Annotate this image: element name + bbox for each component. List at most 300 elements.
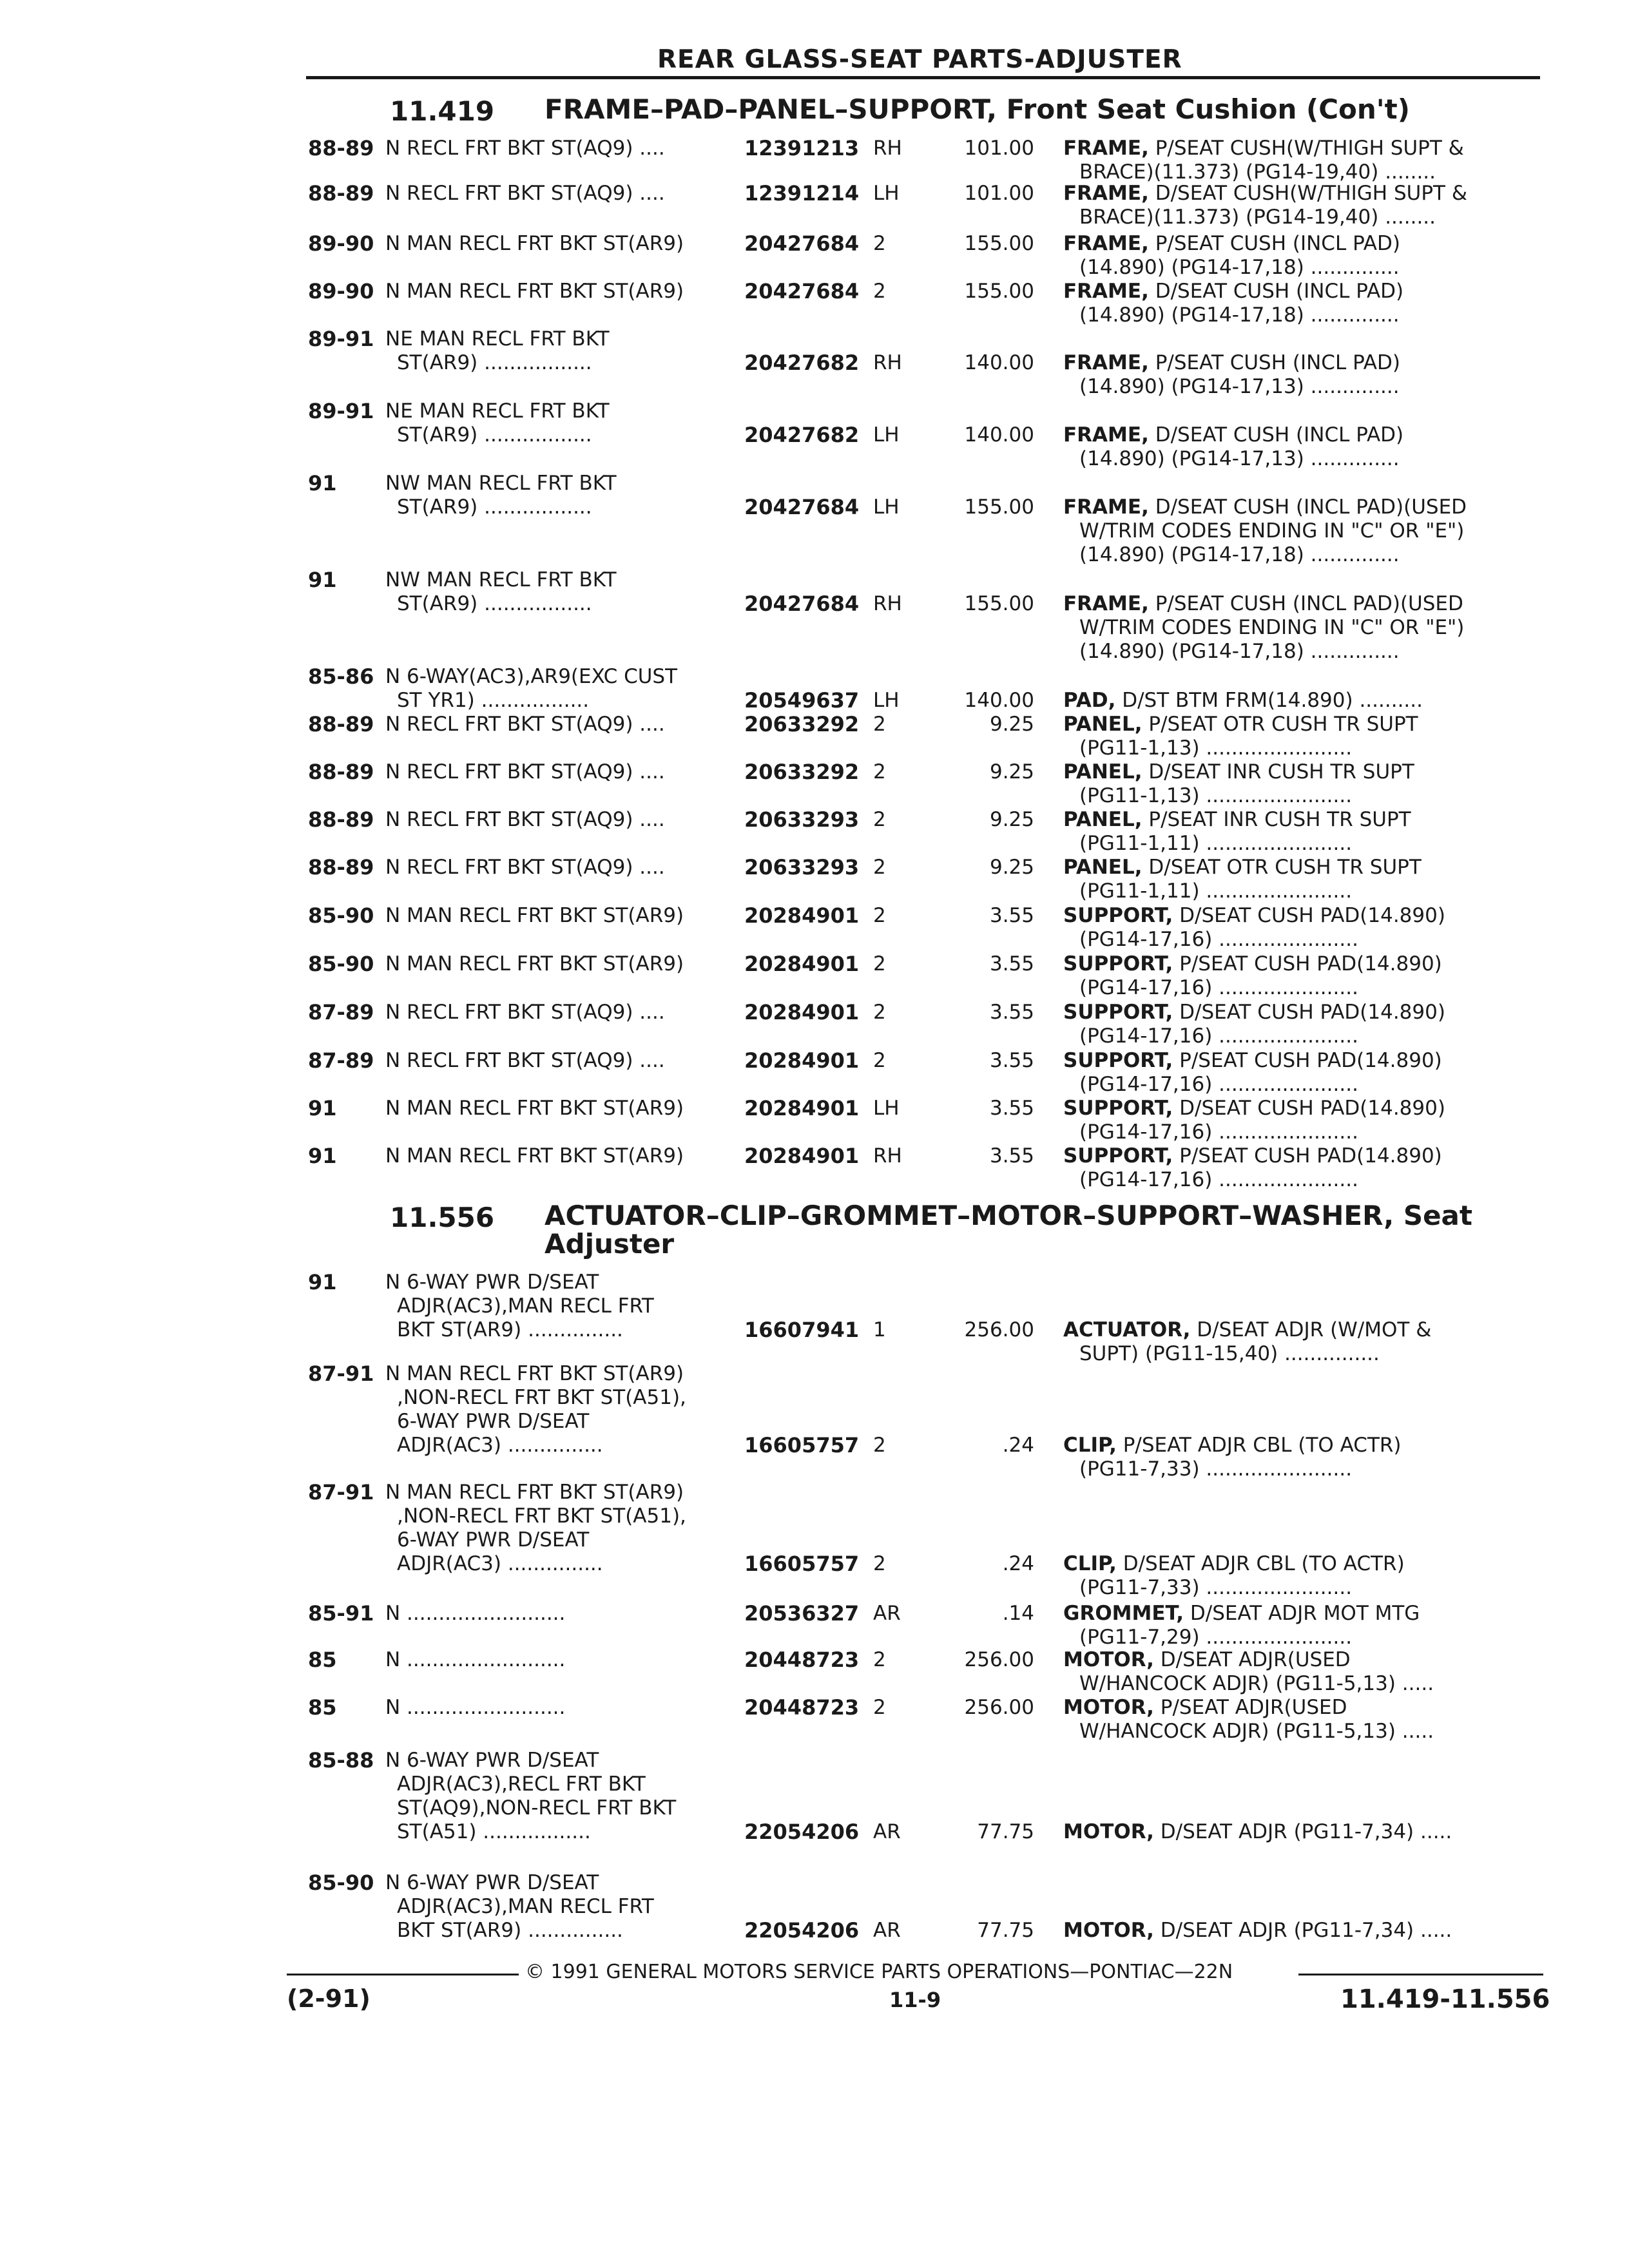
quantity: LH [873, 182, 900, 205]
model-application [385, 1481, 686, 1576]
description-line: (PG11-1,13) ....................... [1079, 784, 1353, 807]
footer-date: (2-91) [287, 1984, 371, 2013]
model-line: N ......................... [385, 1696, 566, 1719]
model-years: 91 [308, 568, 337, 592]
part-number: 20427684 [744, 495, 860, 519]
model-line: N MAN RECL FRT BKT ST(AR9) [385, 280, 684, 303]
part-description [1063, 1820, 1452, 1844]
model-line: BKT ST(AR9) ............... [397, 1318, 623, 1341]
description-text: D/SEAT CUSH PAD(14.890) [1179, 1001, 1445, 1024]
model-line: 6-WAY PWR D/SEAT [397, 1410, 590, 1433]
part-number: 16605757 [744, 1552, 860, 1576]
model-application [385, 1749, 676, 1844]
model-line: ADJR(AC3) ............... [397, 1552, 603, 1575]
list-price: 155.00 [964, 232, 1034, 255]
description-line: (14.890) (PG14-17,18) .............. [1079, 303, 1400, 327]
description-text: D/SEAT ADJR MOT MTG [1190, 1602, 1420, 1625]
part-description [1063, 137, 1464, 184]
description-line [1063, 495, 1467, 519]
quantity: AR [873, 1919, 901, 1942]
description-name: FRAME, [1063, 351, 1149, 374]
description-line: W/HANCOCK ADJR) (PG11-5,13) ..... [1079, 1720, 1434, 1743]
model-line: N MAN RECL FRT BKT ST(AR9) [385, 904, 684, 927]
part-description [1063, 856, 1422, 903]
description-line: (PG14-17,16) ...................... [1079, 1168, 1358, 1191]
part-description [1063, 1049, 1442, 1097]
part-number: 20549637 [744, 688, 860, 713]
description-text: D/SEAT CUSH(W/THIGH SUPT & [1155, 182, 1467, 205]
description-name: FRAME, [1063, 423, 1149, 447]
model-years: 87-91 [308, 1480, 374, 1504]
description-text: D/SEAT ADJR(USED [1160, 1648, 1351, 1671]
part-description [1063, 182, 1467, 229]
model-application [385, 232, 684, 256]
quantity: 2 [873, 904, 886, 927]
part-number: 20427684 [744, 279, 860, 303]
description-name: ACTUATOR, [1063, 1318, 1191, 1341]
description-text: P/SEAT CUSH PAD(14.890) [1179, 1049, 1442, 1072]
footer-section-range: 11.419-11.556 [1340, 1984, 1550, 2014]
part-description [1063, 952, 1442, 1000]
description-name: FRAME, [1063, 137, 1149, 160]
description-name: GROMMET, [1063, 1602, 1184, 1625]
description-name: SUPPORT, [1063, 952, 1173, 975]
description-text: P/SEAT CUSH (INCL PAD)(USED [1155, 592, 1463, 615]
quantity: RH [873, 592, 902, 615]
quantity: LH [873, 423, 900, 447]
quantity: LH [873, 689, 900, 712]
description-line [1063, 808, 1411, 832]
list-price: 155.00 [964, 495, 1034, 519]
part-number: 12391213 [744, 136, 860, 160]
description-name: PANEL, [1063, 760, 1142, 783]
list-price: 9.25 [989, 760, 1034, 783]
model-years: 87-89 [308, 1048, 374, 1073]
description-text: D/SEAT CUSH PAD(14.890) [1179, 904, 1445, 927]
description-text: D/SEAT INR CUSH TR SUPT [1148, 760, 1414, 783]
description-name: CLIP, [1063, 1434, 1117, 1457]
quantity: RH [873, 1144, 902, 1168]
model-application [385, 665, 677, 713]
part-number: 20633293 [744, 807, 860, 832]
model-line: ST(AQ9),NON-RECL FRT BKT [397, 1796, 677, 1820]
quantity: 2 [873, 760, 886, 783]
model-years: 85-90 [308, 903, 374, 928]
list-price: 9.25 [989, 713, 1034, 736]
description-line [1063, 423, 1403, 447]
model-years: 85-90 [308, 1870, 374, 1895]
list-price: 3.55 [989, 1097, 1034, 1120]
description-line [1063, 689, 1423, 713]
description-line [1063, 760, 1414, 784]
description-name: PANEL, [1063, 713, 1142, 736]
list-price: 140.00 [964, 351, 1034, 374]
quantity: 2 [873, 232, 886, 255]
description-text: D/SEAT ADJR CBL (TO ACTR) [1123, 1552, 1405, 1575]
model-years: 88-89 [308, 760, 374, 784]
model-years: 85-90 [308, 952, 374, 976]
part-description [1063, 592, 1464, 664]
description-line [1063, 1434, 1402, 1457]
description-name: FRAME, [1063, 182, 1149, 205]
part-number: 20284901 [744, 1096, 860, 1120]
model-application [385, 808, 665, 832]
list-price: 155.00 [964, 280, 1034, 303]
model-line: N MAN RECL FRT BKT ST(AR9) [385, 952, 684, 975]
description-name: FRAME, [1063, 495, 1149, 519]
model-line: N 6-WAY PWR D/SEAT [385, 1749, 599, 1772]
model-years: 85-91 [308, 1601, 374, 1626]
part-number: 12391214 [744, 181, 860, 206]
part-description [1063, 1144, 1442, 1192]
description-line: (PG14-17,16) ...................... [1079, 1073, 1358, 1096]
description-line [1063, 1144, 1442, 1168]
description-line: (14.890) (PG14-17,18) .............. [1079, 543, 1400, 566]
part-number: 20448723 [744, 1695, 860, 1720]
part-description [1063, 1097, 1445, 1144]
description-text: P/SEAT CUSH (INCL PAD) [1155, 351, 1400, 374]
description-line [1063, 713, 1418, 736]
model-application [385, 1049, 665, 1073]
model-line: ST(A51) ................. [397, 1820, 591, 1843]
part-number: 20427682 [744, 423, 860, 447]
model-line: N MAN RECL FRT BKT ST(AR9) [385, 1362, 684, 1385]
description-line: (PG14-17,16) ...................... [1079, 1120, 1358, 1144]
footer-rule-left [287, 1974, 519, 1975]
description-text: P/SEAT CUSH (INCL PAD) [1155, 232, 1400, 255]
model-application [385, 280, 684, 303]
part-description [1063, 1318, 1431, 1366]
description-name: SUPPORT, [1063, 904, 1173, 927]
model-application [385, 182, 665, 206]
description-name: FRAME, [1063, 592, 1149, 615]
model-years: 88-89 [308, 855, 374, 879]
model-years: 85-86 [308, 664, 374, 689]
description-text: D/SEAT CUSH (INCL PAD) [1155, 423, 1404, 447]
description-text: D/ST BTM FRM(14.890) .......... [1122, 689, 1423, 712]
quantity: 2 [873, 808, 886, 831]
model-application [385, 1648, 565, 1672]
part-number: 20284901 [744, 903, 860, 928]
list-price: 256.00 [964, 1696, 1034, 1719]
section-title-line: ACTUATOR–CLIP–GROMMET–MOTOR–SUPPORT–WASHER, Seat [545, 1200, 1472, 1231]
model-line: N MAN RECL FRT BKT ST(AR9) [385, 1144, 684, 1168]
model-application [385, 1001, 665, 1024]
list-price: 155.00 [964, 592, 1034, 615]
list-price: 77.75 [977, 1820, 1034, 1843]
list-price: 3.55 [989, 1049, 1034, 1072]
description-line: (PG14-17,16) ...................... [1079, 928, 1358, 951]
model-line: N MAN RECL FRT BKT ST(AR9) [385, 1097, 684, 1120]
part-description [1063, 1602, 1420, 1649]
description-line [1063, 351, 1400, 375]
part-description [1063, 495, 1467, 567]
description-line: (14.890) (PG14-17,18) .............. [1079, 640, 1400, 663]
model-application [385, 856, 665, 879]
part-number: 20284901 [744, 1144, 860, 1168]
model-years: 87-91 [308, 1361, 374, 1386]
model-years: 87-89 [308, 1000, 374, 1024]
model-line: ADJR(AC3),RECL FRT BKT [397, 1773, 646, 1796]
description-line: (14.890) (PG14-17,18) .............. [1079, 256, 1400, 279]
model-application [385, 1602, 565, 1626]
model-application [385, 1362, 686, 1457]
description-line [1063, 1001, 1445, 1024]
section-number: 11.419 [390, 95, 495, 127]
model-years: 91 [308, 1144, 337, 1168]
model-years: 88-89 [308, 181, 374, 206]
model-years: 89-90 [308, 231, 374, 256]
quantity: 2 [873, 280, 886, 303]
description-text: D/SEAT ADJR (PG11-7,34) ..... [1160, 1820, 1452, 1843]
part-number: 20427684 [744, 591, 860, 616]
description-line: BRACE)(11.373) (PG14-19,40) ........ [1079, 206, 1436, 229]
description-text: P/SEAT ADJR(USED [1160, 1696, 1347, 1719]
quantity: 2 [873, 1001, 886, 1024]
description-line: (14.890) (PG14-17,13) .............. [1079, 447, 1400, 470]
model-application [385, 137, 665, 160]
model-line: ST(AR9) ................. [397, 495, 592, 519]
description-line [1063, 952, 1442, 976]
model-application [385, 904, 684, 928]
part-description [1063, 232, 1400, 280]
description-name: PAD, [1063, 689, 1116, 712]
model-years: 85 [308, 1695, 337, 1720]
part-description [1063, 904, 1445, 952]
part-description [1063, 760, 1414, 808]
model-line: NE MAN RECL FRT BKT [385, 327, 610, 351]
model-years: 85 [308, 1648, 337, 1672]
description-line: (PG11-1,13) ....................... [1079, 736, 1353, 760]
part-number: 20427682 [744, 351, 860, 375]
quantity: 2 [873, 952, 886, 975]
description-name: MOTOR, [1063, 1820, 1154, 1843]
part-description [1063, 1919, 1452, 1943]
list-price: 9.25 [989, 808, 1034, 831]
quantity: 1 [873, 1318, 886, 1341]
model-application [385, 1871, 654, 1943]
description-text: D/SEAT CUSH PAD(14.890) [1179, 1097, 1445, 1120]
model-line: ADJR(AC3),MAN RECL FRT [397, 1895, 654, 1918]
quantity: AR [873, 1602, 901, 1625]
section-number: 11.556 [390, 1202, 495, 1233]
model-application [385, 1097, 684, 1120]
list-price: 101.00 [964, 182, 1034, 205]
section-title-line: Adjuster [545, 1228, 675, 1260]
description-line [1063, 182, 1467, 206]
model-line: N RECL FRT BKT ST(AQ9) .... [385, 713, 665, 736]
part-number: 20448723 [744, 1648, 860, 1672]
model-line: N ......................... [385, 1602, 566, 1625]
model-line: N RECL FRT BKT ST(AQ9) .... [385, 808, 665, 831]
description-name: MOTOR, [1063, 1648, 1154, 1671]
part-description [1063, 1648, 1434, 1696]
model-line: ST(AR9) ................. [397, 592, 592, 615]
description-text: D/SEAT OTR CUSH TR SUPT [1148, 856, 1422, 879]
model-years: 89-90 [308, 279, 374, 303]
part-number: 22054206 [744, 1820, 860, 1844]
model-line: N 6-WAY PWR D/SEAT [385, 1871, 599, 1894]
model-application [385, 327, 610, 375]
description-line [1063, 856, 1422, 879]
quantity: LH [873, 1097, 900, 1120]
description-text: P/SEAT CUSH PAD(14.890) [1179, 1144, 1442, 1168]
description-text: D/SEAT ADJR (PG11-7,34) ..... [1160, 1919, 1452, 1942]
quantity: LH [873, 495, 900, 519]
model-application [385, 713, 665, 736]
part-number: 22054206 [744, 1918, 860, 1943]
model-line: NW MAN RECL FRT BKT [385, 472, 617, 495]
model-line: N RECL FRT BKT ST(AQ9) .... [385, 856, 665, 879]
part-description [1063, 1001, 1445, 1048]
list-price: 140.00 [964, 423, 1034, 447]
list-price: 3.55 [989, 1001, 1034, 1024]
description-name: SUPPORT, [1063, 1049, 1173, 1072]
model-line: NW MAN RECL FRT BKT [385, 568, 617, 591]
model-line: ST YR1) ................. [397, 689, 590, 712]
description-name: MOTOR, [1063, 1696, 1154, 1719]
model-years: 91 [308, 1096, 337, 1120]
model-years: 88-89 [308, 712, 374, 736]
description-line [1063, 1648, 1434, 1672]
page-header-title: REAR GLASS-SEAT PARTS-ADJUSTER [657, 45, 1182, 74]
description-text: P/SEAT INR CUSH TR SUPT [1148, 808, 1411, 831]
model-line: ,NON-RECL FRT BKT ST(A51), [397, 1504, 686, 1528]
list-price: .24 [1002, 1552, 1034, 1575]
model-application [385, 1696, 565, 1720]
model-line: N MAN RECL FRT BKT ST(AR9) [385, 232, 684, 255]
part-description [1063, 351, 1400, 399]
description-line: (PG14-17,16) ...................... [1079, 976, 1358, 999]
part-number: 20633292 [744, 712, 860, 736]
part-description [1063, 689, 1423, 713]
description-line: SUPT) (PG11-15,40) ............... [1079, 1342, 1380, 1365]
description-line: (PG11-1,11) ....................... [1079, 879, 1353, 903]
description-name: SUPPORT, [1063, 1001, 1173, 1024]
model-line: BKT ST(AR9) ............... [397, 1919, 623, 1942]
list-price: 9.25 [989, 856, 1034, 879]
part-description [1063, 1696, 1434, 1744]
description-line: (PG11-7,33) ....................... [1079, 1457, 1353, 1481]
list-price: .14 [1002, 1602, 1034, 1625]
part-number: 16605757 [744, 1433, 860, 1457]
quantity: 2 [873, 1648, 886, 1671]
model-line: N RECL FRT BKT ST(AQ9) .... [385, 1001, 665, 1024]
description-name: FRAME, [1063, 280, 1149, 303]
description-text: P/SEAT CUSH(W/THIGH SUPT & [1155, 137, 1464, 160]
part-number: 20427684 [744, 231, 860, 256]
footer-rule-right [1298, 1974, 1543, 1975]
description-line: (14.890) (PG14-17,13) .............. [1079, 375, 1400, 398]
description-line: (PG11-1,11) ....................... [1079, 832, 1353, 855]
model-line: N MAN RECL FRT BKT ST(AR9) [385, 1481, 684, 1504]
description-line [1063, 1097, 1445, 1120]
description-line [1063, 1552, 1405, 1576]
model-line: NE MAN RECL FRT BKT [385, 399, 610, 423]
model-years: 89-91 [308, 327, 374, 351]
part-number: 20284901 [744, 1048, 860, 1073]
description-line [1063, 1919, 1452, 1943]
list-price: 256.00 [964, 1318, 1034, 1341]
model-line: N RECL FRT BKT ST(AQ9) .... [385, 182, 665, 205]
section-title: FRAME–PAD–PANEL–SUPPORT, Front Seat Cushion (Con't) [545, 93, 1410, 125]
header-rule [306, 76, 1540, 79]
list-price: 3.55 [989, 1144, 1034, 1168]
description-line: W/HANCOCK ADJR) (PG11-5,13) ..... [1079, 1672, 1434, 1695]
model-application [385, 760, 665, 784]
part-number: 16607941 [744, 1318, 860, 1342]
description-text: D/SEAT ADJR (W/MOT & [1197, 1318, 1432, 1341]
model-application [385, 472, 617, 519]
quantity: 2 [873, 1434, 886, 1457]
model-line: ADJR(AC3) ............... [397, 1434, 603, 1457]
quantity: 2 [873, 856, 886, 879]
model-line: N 6-WAY PWR D/SEAT [385, 1271, 599, 1294]
part-number: 20633293 [744, 855, 860, 879]
description-line [1063, 1318, 1431, 1342]
quantity: 2 [873, 713, 886, 736]
description-name: CLIP, [1063, 1552, 1117, 1575]
description-line: BRACE)(11.373) (PG14-19,40) ........ [1079, 160, 1436, 184]
description-text: D/SEAT CUSH (INCL PAD)(USED [1155, 495, 1467, 519]
description-text: P/SEAT CUSH PAD(14.890) [1179, 952, 1442, 975]
description-line [1063, 137, 1464, 160]
model-line: ST(AR9) ................. [397, 351, 592, 374]
description-line: (PG11-7,33) ....................... [1079, 1576, 1353, 1599]
model-line: ST(AR9) ................. [397, 423, 592, 447]
quantity: RH [873, 351, 902, 374]
model-years: 89-91 [308, 399, 374, 423]
part-description [1063, 1434, 1402, 1481]
quantity: 2 [873, 1552, 886, 1575]
quantity: 2 [873, 1696, 886, 1719]
part-description [1063, 808, 1411, 856]
description-line [1063, 1820, 1452, 1844]
description-text: D/SEAT CUSH (INCL PAD) [1155, 280, 1404, 303]
description-line: (PG14-17,16) ...................... [1079, 1024, 1358, 1048]
model-application [385, 952, 684, 976]
description-text: P/SEAT ADJR CBL (TO ACTR) [1123, 1434, 1402, 1457]
description-name: PANEL, [1063, 856, 1142, 879]
list-price: 3.55 [989, 904, 1034, 927]
description-line [1063, 1602, 1420, 1626]
model-line: N RECL FRT BKT ST(AQ9) .... [385, 1049, 665, 1072]
description-line: W/TRIM CODES ENDING IN "C" OR "E") [1079, 616, 1465, 639]
part-description [1063, 713, 1418, 760]
model-line: 6-WAY PWR D/SEAT [397, 1528, 590, 1552]
description-line [1063, 232, 1400, 256]
description-line [1063, 1696, 1434, 1720]
model-application [385, 568, 617, 616]
description-line: W/TRIM CODES ENDING IN "C" OR "E") [1079, 519, 1465, 543]
part-description [1063, 1552, 1405, 1600]
model-line: ADJR(AC3),MAN RECL FRT [397, 1294, 654, 1318]
section-title [545, 1202, 1472, 1258]
model-years: 91 [308, 471, 337, 495]
model-years: 91 [308, 1270, 337, 1294]
part-description [1063, 280, 1403, 327]
description-name: SUPPORT, [1063, 1097, 1173, 1120]
quantity: AR [873, 1820, 901, 1843]
model-application [385, 1271, 654, 1342]
part-number: 20633292 [744, 760, 860, 784]
model-line: ,NON-RECL FRT BKT ST(A51), [397, 1386, 686, 1409]
quantity: 2 [873, 1049, 886, 1072]
description-line [1063, 280, 1403, 303]
description-line [1063, 1049, 1442, 1073]
part-number: 20284901 [744, 1000, 860, 1024]
model-application [385, 399, 610, 447]
